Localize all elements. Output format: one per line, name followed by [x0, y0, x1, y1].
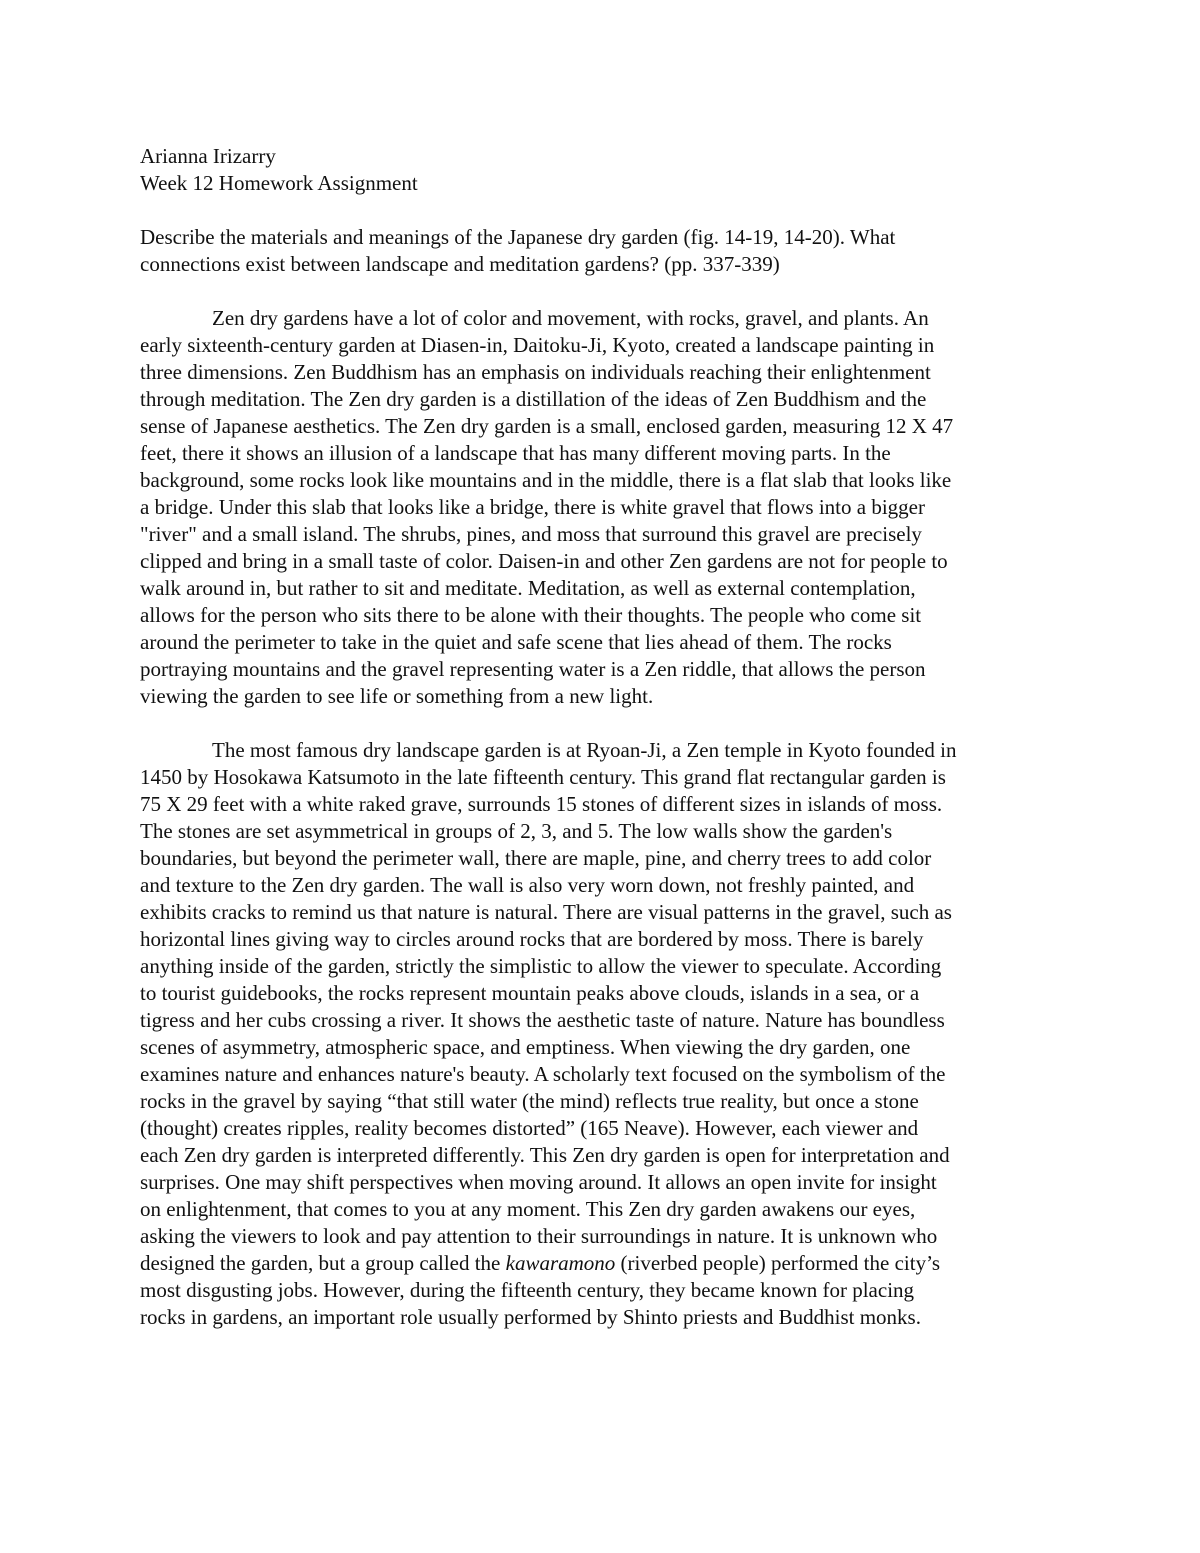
paragraph-line: Zen dry gardens have a lot of color and movement, with rocks, gravel, and plants. An	[212, 306, 929, 330]
paragraph-line: 75 X 29 feet with a white raked grave, surrounds 15 stones of different sizes in islands of moss.	[140, 792, 943, 816]
paragraph-line: (thought) creates ripples, reality becomes distorted” (165 Neave). However, each viewer and	[140, 1116, 919, 1140]
paragraph-line: allows for the person who sits there to be alone with their thoughts. The people who come sit	[140, 603, 922, 627]
paragraph-line: tigress and her cubs crossing a river. It shows the aesthetic taste of nature. Nature has boundless	[140, 1008, 945, 1032]
document-body	[140, 143, 1060, 1331]
paragraph-line: on enlightenment, that comes to you at any moment. This Zen dry garden awakens our eyes,	[140, 1197, 916, 1221]
paragraph-line: through meditation. The Zen dry garden is a distillation of the ideas of Zen Buddhism and the	[140, 387, 927, 411]
italic-term: kawaramono	[505, 1251, 616, 1275]
paragraph-line: around the perimeter to take in the quiet and safe scene that lies ahead of them. The rocks	[140, 630, 892, 654]
paragraph-line: viewing the garden to see life or something from a new light.	[140, 684, 654, 708]
paragraph-line: a bridge. Under this slab that looks like a bridge, there is white gravel that flows into a bigger	[140, 495, 925, 519]
paragraph-line: clipped and bring in a small taste of color. Daisen-in and other Zen gardens are not for people to	[140, 549, 948, 573]
prompt-line: Describe the materials and meanings of the Japanese dry garden (fig. 14-19, 14-20). What	[140, 225, 896, 249]
paragraph-line: to tourist guidebooks, the rocks represent mountain peaks above clouds, islands in a sea, or a	[140, 981, 920, 1005]
paragraph-line: horizontal lines giving way to circles around rocks that are bordered by moss. There is barely	[140, 927, 924, 951]
paragraph-line: The stones are set asymmetrical in groups of 2, 3, and 5. The low walls show the garden's	[140, 819, 893, 843]
paragraph-line: early sixteenth-century garden at Diasen-in, Daitoku-Ji, Kyoto, created a landscape painting in	[140, 333, 935, 357]
paragraph-line: surprises. One may shift perspectives when moving around. It allows an open invite for insight	[140, 1170, 937, 1194]
spacer	[140, 197, 1060, 224]
paragraph-line: scenes of asymmetry, atmospheric space, and emptiness. When viewing the dry garden, one	[140, 1035, 911, 1059]
paragraph-line: portraying mountains and the gravel representing water is a Zen riddle, that allows the person	[140, 657, 926, 681]
paragraph-line: boundaries, but beyond the perimeter wall, there are maple, pine, and cherry trees to add color	[140, 846, 932, 870]
paragraph-line: exhibits cracks to remind us that nature is natural. There are visual patterns in the gravel, such as	[140, 900, 952, 924]
paragraph-line: The most famous dry landscape garden is at Ryoan-Ji, a Zen temple in Kyoto founded in	[212, 738, 957, 762]
author-name: Arianna Irizarry	[140, 144, 276, 168]
paragraph-line: rocks in the gravel by saying “that still water (the mind) reflects true reality, but once a stone	[140, 1089, 919, 1113]
paragraph-line-with-italic	[140, 1250, 1060, 1277]
assignment-title: Week 12 Homework Assignment	[140, 171, 418, 195]
paragraph-line: and texture to the Zen dry garden. The wall is also very worn down, not freshly painted, and	[140, 873, 915, 897]
text-segment: (riverbed people) performed the city’s	[615, 1251, 941, 1275]
text-segment: designed the garden, but a group called the	[140, 1251, 506, 1275]
paragraph-line: anything inside of the garden, strictly the simplistic to allow the viewer to speculate. According	[140, 954, 942, 978]
paragraph-line: "river" and a small island. The shrubs, pines, and moss that surround this gravel are precisely	[140, 522, 922, 546]
paragraph-daisen-in	[140, 305, 1060, 710]
paragraph-line: 1450 by Hosokawa Katsumoto in the late fifteenth century. This grand flat rectangular garden is	[140, 765, 946, 789]
paragraph-line: sense of Japanese aesthetics. The Zen dry garden is a small, enclosed garden, measuring 12 X 47	[140, 414, 954, 438]
paragraph-line: rocks in gardens, an important role usually performed by Shinto priests and Buddhist monks.	[140, 1305, 921, 1329]
paragraph-line: walk around in, but rather to sit and meditate. Meditation, as well as external contemplation,	[140, 576, 916, 600]
paragraph-line: examines nature and enhances nature's beauty. A scholarly text focused on the symbolism of the	[140, 1062, 946, 1086]
prompt-line: connections exist between landscape and meditation gardens? (pp. 337-339)	[140, 252, 780, 276]
paragraph-ryoan-ji	[140, 737, 1060, 1331]
spacer	[140, 278, 1060, 305]
paragraph-line: asking the viewers to look and pay attention to their surroundings in nature. It is unknown who	[140, 1224, 938, 1248]
prompt-question	[140, 224, 1060, 278]
paragraph-line: each Zen dry garden is interpreted differently. This Zen dry garden is open for interpretation and	[140, 1143, 950, 1167]
paragraph-line: feet, there it shows an illusion of a landscape that has many different moving parts. In the	[140, 441, 891, 465]
spacer	[140, 710, 1060, 737]
paragraph-line: three dimensions. Zen Buddhism has an emphasis on individuals reaching their enlightenment	[140, 360, 931, 384]
paragraph-line: most disgusting jobs. However, during the fifteenth century, they became known for placing	[140, 1278, 915, 1302]
paragraph-line: background, some rocks look like mountains and in the middle, there is a flat slab that looks like	[140, 468, 952, 492]
